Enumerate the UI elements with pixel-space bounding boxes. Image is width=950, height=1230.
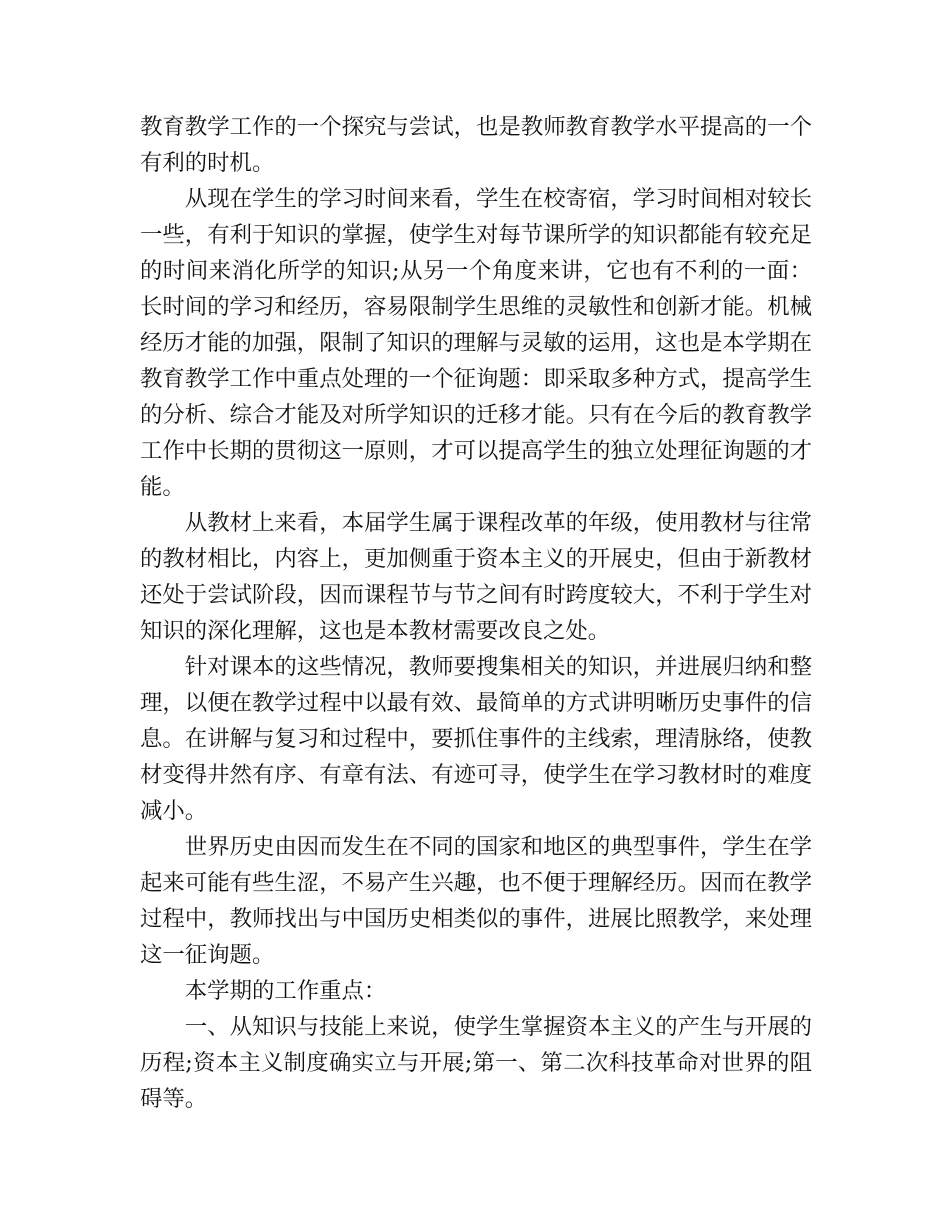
- paragraph-continuation: 教育教学工作的一个探究与尝试，也是教师教育教学水平提高的一个有利的时机。: [140, 114, 812, 176]
- paragraph-work-focus-heading: 本学期的工作重点：: [184, 978, 387, 1004]
- paragraph-textbook: 从教材上来看，本届学生属于课程改革的年级，使用教材与往常的教材相比，内容上，更加侧重于资本主义的开展史，但由于新教材还处于尝试阶段，因而课程节与节之间有时跨度较大，不利于学生对知识的深化理解，这也是本教材需要改良之处。: [140, 510, 812, 644]
- paragraph-world-history: 世界历史由因而发生在不同的国家和地区的典型事件，学生在学起来可能有些生涩，不易产生兴趣，也不便于理解经历。因而在教学过程中，教师找出与中国历史相类似的事件，进展比照教学，来处理这一征询题。: [140, 834, 812, 968]
- paragraph-knowledge-skills: 一、从知识与技能上来说，使学生掌握资本主义的产生与开展的历程;资本主义制度确实立与开展;第一、第二次科技革命对世界的阻碍等。: [140, 1014, 812, 1112]
- paragraph-teaching-method: 针对课本的这些情况，教师要搜集相关的知识，并进展归纳和整理，以便在教学过程中以最有效、最简单的方式讲明晰历史事件的信息。在讲解与复习和过程中，要抓住事件的主线索，理清脉络，使教材变得井然有序、有章有法、有迹可寻，使学生在学习教材时的难度减小。: [140, 654, 812, 824]
- document-body: [140, 109, 812, 1117]
- paragraph-study-time: 从现在学生的学习时间来看，学生在校寄宿，学习时间相对较长一些，有利于知识的掌握，使学生对每节课所学的知识都能有较充足的时间来消化所学的知识;从另一个角度来讲，它也有不利的一面：长时间的学习和经历，容易限制学生思维的灵敏性和创新才能。机械经历才能的加强，限制了知识的理解与灵敏的运用，这也是本学期在教育教学工作中重点处理的一个征询题：即采取多种方式，提高学生的分析、综合才能及对所学知识的迁移才能。只有在今后的教育教学工作中长期的贯彻这一原则，才可以提高学生的独立处理征询题的才能。: [140, 186, 812, 500]
